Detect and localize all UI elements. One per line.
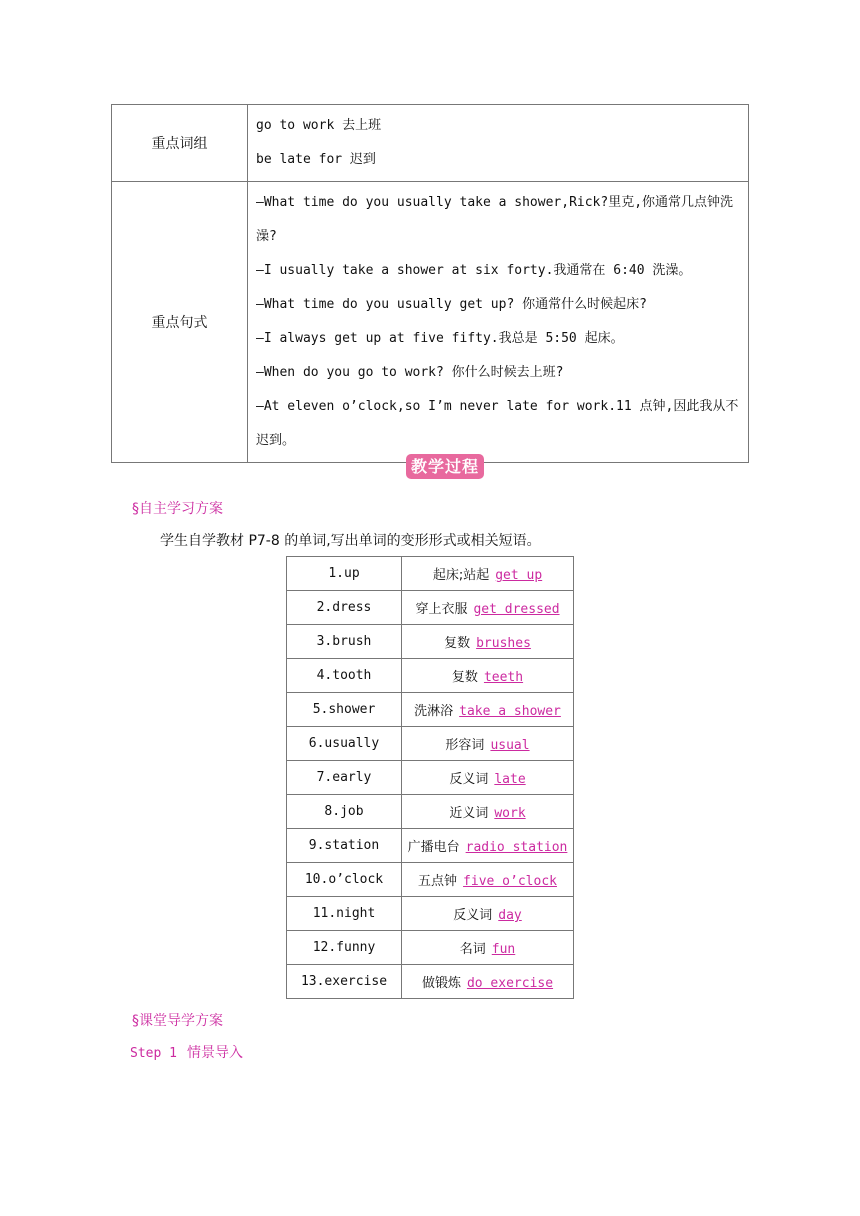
phrases-label: 重点词组 (112, 105, 248, 182)
vocab-hint: 起床;站起 (432, 568, 490, 583)
vocab-row (287, 795, 574, 829)
vocab-row (287, 931, 574, 965)
vocab-answer: five o’clock (463, 874, 557, 889)
vocab-row (287, 557, 574, 591)
vocab-row (287, 625, 574, 659)
sentence-line: —At eleven o’clock,so I’m never late for work.11 点钟,因此我从不迟到。 (256, 399, 739, 448)
sentences-content (248, 182, 749, 463)
vocab-hint: 形容词 (445, 738, 485, 753)
self-study-heading: §自主学习方案 (132, 501, 223, 517)
vocab-word: 7.early (287, 761, 402, 795)
vocabulary-table (286, 556, 574, 999)
vocab-row (287, 727, 574, 761)
vocab-answer-cell (402, 591, 574, 625)
vocab-hint: 广播电台 (407, 840, 460, 855)
vocab-hint: 做锻炼 (421, 976, 461, 991)
vocab-answer: teeth (483, 670, 524, 685)
vocab-hint: 复数 (444, 636, 471, 651)
vocab-answer: radio station (465, 840, 568, 855)
self-study-intro: 学生自学教材 P7-8 的单词,写出单词的变形形式或相关短语。 (160, 533, 541, 549)
step-title: 情景导入 (186, 1045, 243, 1061)
vocab-hint: 复数 (451, 670, 478, 685)
vocab-answer: work (494, 806, 526, 821)
sentence-line: —What time do you usually get up? 你通常什么时候起床? (256, 297, 647, 312)
sentences-row (112, 182, 749, 463)
vocab-answer: day (498, 908, 522, 923)
vocab-answer-cell (402, 727, 574, 761)
vocab-answer: brushes (476, 636, 531, 651)
vocab-answer-cell (402, 625, 574, 659)
phrases-content (248, 105, 749, 182)
vocab-word: 5.shower (287, 693, 402, 727)
vocab-hint: 反义词 (453, 908, 493, 923)
sentences-label: 重点句式 (112, 182, 248, 463)
vocab-answer: get up (495, 568, 543, 583)
sentence-line: —When do you go to work? 你什么时候去上班? (256, 365, 564, 380)
step-heading (130, 1042, 243, 1062)
vocab-hint: 名词 (459, 942, 486, 957)
vocab-word: 1.up (287, 557, 402, 591)
vocab-word: 6.usually (287, 727, 402, 761)
vocab-hint: 穿上衣服 (415, 602, 468, 617)
vocab-answer: fun (491, 942, 516, 957)
vocab-row (287, 659, 574, 693)
vocab-word: 9.station (287, 829, 402, 863)
vocab-row (287, 693, 574, 727)
vocab-word: 10.o’clock (287, 863, 402, 897)
vocab-answer: usual (490, 738, 530, 753)
phrase-line: be late for 迟到 (256, 152, 376, 167)
vocab-answer: get dressed (473, 602, 560, 617)
sentence-line: —I usually take a shower at six forty.我通常在 6:40 洗澡。 (256, 263, 692, 278)
vocab-answer-cell (402, 693, 574, 727)
vocab-word: 11.night (287, 897, 402, 931)
vocab-answer-cell (402, 863, 574, 897)
vocab-answer: late (494, 772, 526, 787)
vocab-word: 12.funny (287, 931, 402, 965)
vocab-row (287, 761, 574, 795)
sentence-line: —I always get up at five fifty.我总是 5:50 起床。 (256, 331, 624, 346)
vocab-hint: 近义词 (449, 806, 489, 821)
vocab-word: 3.brush (287, 625, 402, 659)
vocab-row (287, 591, 574, 625)
vocab-word: 2.dress (287, 591, 402, 625)
vocab-word: 8.job (287, 795, 402, 829)
vocab-answer-cell (402, 931, 574, 965)
vocab-answer-cell (402, 965, 574, 999)
vocab-answer-cell (402, 557, 574, 591)
vocab-row (287, 829, 574, 863)
phrase-line: go to work 去上班 (256, 118, 382, 133)
phrases-row (112, 105, 749, 182)
step-label: Step 1 (130, 1046, 177, 1061)
sentence-line: —What time do you usually take a shower,Rick?里克,你通常几点钟洗澡? (256, 195, 734, 244)
vocab-word: 4.tooth (287, 659, 402, 693)
vocab-row (287, 965, 574, 999)
vocab-word: 13.exercise (287, 965, 402, 999)
classroom-heading: §课堂导学方案 (132, 1013, 223, 1029)
vocab-answer-cell (402, 795, 574, 829)
vocab-hint: 洗淋浴 (414, 704, 454, 719)
vocab-row (287, 863, 574, 897)
vocab-answer: do exercise (466, 976, 554, 991)
key-points-table (111, 104, 749, 463)
teaching-process-badge: 教学过程 (406, 454, 484, 479)
vocab-answer-cell (402, 829, 574, 863)
vocab-answer-cell (402, 761, 574, 795)
vocab-hint: 反义词 (449, 772, 489, 787)
vocab-hint: 五点钟 (418, 874, 458, 889)
vocab-answer-cell (402, 659, 574, 693)
vocab-answer: take a shower (459, 704, 561, 719)
vocab-answer-cell (402, 897, 574, 931)
vocab-row (287, 897, 574, 931)
